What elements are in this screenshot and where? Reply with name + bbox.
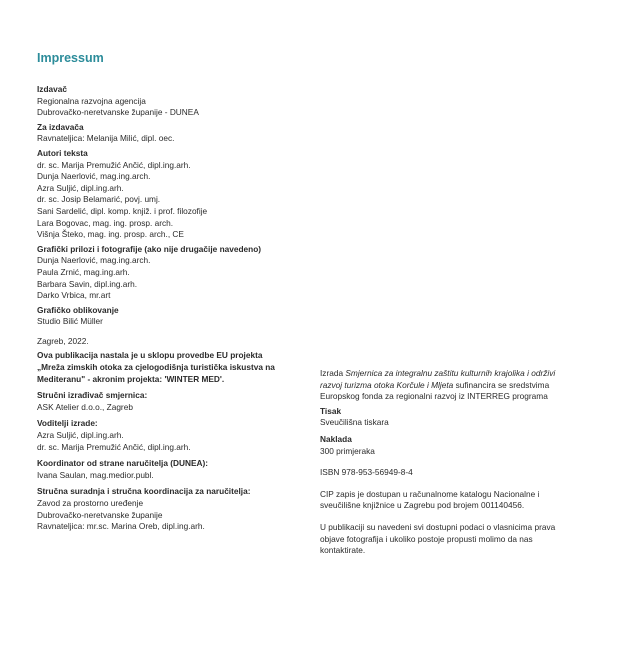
author-line: dr. sc. Josip Belamarić, povj. umj. [37,194,161,205]
notice-line: objave fotografija i ukoliko postoje propusti molimo da nas [320,533,533,544]
publication-line: „Mreža zimskih otoka za cjelogodišnja turistička iskustva na [37,362,275,373]
notice-section [320,522,620,557]
design-line: Studio Bilić Müller [37,316,103,327]
edition-heading: Naklada [320,433,352,444]
publication-section [37,350,327,385]
edition-section [320,434,620,457]
isbn-line: ISBN 978-953-56949-8-4 [320,467,413,478]
funding-line: razvoj turizma otoka Korčule i Mljeta sufinancira se sredstvima [320,379,550,390]
print-section [320,406,620,429]
cip-section [320,489,620,512]
leaders-section [37,418,327,453]
print-heading: Tisak [320,405,342,416]
for-publisher-section [37,122,327,145]
funding-section [320,368,620,403]
notice-line: U publikaciji su navedeni svi dostupni podaci o vlasnicima prava [320,521,556,532]
expert-maker-section [37,390,327,413]
coordinator-section [37,458,327,481]
publisher-section [37,84,327,119]
cooperation-section [37,486,327,532]
for-publisher-line: Ravnateljica: Melanija Milić, dipl. oec. [37,133,175,144]
publisher-line: Dubrovačko-neretvanske županije - DUNEA [37,107,199,118]
graphics-heading: Grafički prilozi i fotografije (ako nije drugačije navedeno) [37,243,262,254]
coordinator-line: Ivana Saulan, mag.medior.publ. [37,469,154,480]
publisher-line: Regionalna razvojna agencija [37,95,146,106]
publication-line: Ova publikacija nastala je u sklopu provedbe EU projekta [37,350,263,361]
author-line: dr. sc. Marija Premužić Ančić, dipl.ing.arh. [37,159,191,170]
funding-line: Izrada Smjernica za integralnu zaštitu kulturnih krajolika i održivi [320,368,556,378]
design-heading: Grafičko oblikovanje [37,304,119,315]
cooperation-line: Ravnateljica: mr.sc. Marina Oreb, dipl.ing.arh. [37,521,205,532]
graphics-line: Paula Zrnić, mag.ing.arh. [37,266,130,277]
page-title: Impressum [37,51,104,65]
expert-maker-heading: Stručni izrađivač smjernica: [37,390,148,401]
publication-line: Mediteranu" - akronim projekta: 'WINTER MED'. [37,373,225,384]
cip-line: sveučilišne knjižnice u Zagrebu pod brojem 001140456. [320,500,525,511]
authors-heading: Autori teksta [37,147,88,158]
expert-maker-line: ASK Atelier d.o.o., Zagreb [37,401,133,412]
graphics-line: Darko Vrbica, mr.art [37,290,111,301]
cooperation-line: Dubrovačko-neretvanske županije [37,509,163,520]
author-line: Azra Suljić, dipl.ing.arh. [37,182,124,193]
author-line: Lara Bogovac, mag. ing. prosp. arch. [37,217,174,228]
graphics-line: Barbara Savin, dipl.ing.arh. [37,278,138,289]
coordinator-heading: Koordinator od strane naručitelja (DUNEA): [37,458,209,469]
edition-line: 300 primjeraka [320,445,375,456]
for-publisher-heading: Za izdavača [37,121,84,132]
author-line: Sani Sardelić, dipl. komp. knjiž. i prof. filozofije [37,205,208,216]
funding-line: Europskog fonda za regionalni razvoj iz INTERREG programa [320,391,548,402]
leader-line: Azra Suljić, dipl.ing.arh. [37,430,124,441]
date-line: Zagreb, 2022. [37,335,89,346]
cooperation-heading: Stručna suradnja i stručna koordinacija za naručitelja: [37,486,251,497]
graphics-line: Dunja Naerlović, mag.ing.arch. [37,255,151,266]
right-column [320,368,620,557]
print-line: Sveučilišna tiskara [320,417,389,428]
author-line: Višnja Šteko, mag. ing. prosp. arch., CE [37,229,184,240]
leader-line: dr. sc. Marija Premužić Ančić, dipl.ing.arh. [37,441,191,452]
leaders-heading: Voditelji izrade: [37,418,98,429]
publisher-heading: Izdavač [37,84,67,94]
notice-line: kontaktirate. [320,545,366,556]
author-line: Dunja Naerlović, mag.ing.arch. [37,171,151,182]
left-column [37,84,327,533]
cip-line: CIP zapis je dostupan u računalnome katalogu Nacionalne i [320,488,540,499]
design-section [37,305,327,328]
authors-section [37,148,327,241]
cooperation-line: Zavod za prostorno uređenje [37,498,144,508]
graphics-section [37,244,327,302]
